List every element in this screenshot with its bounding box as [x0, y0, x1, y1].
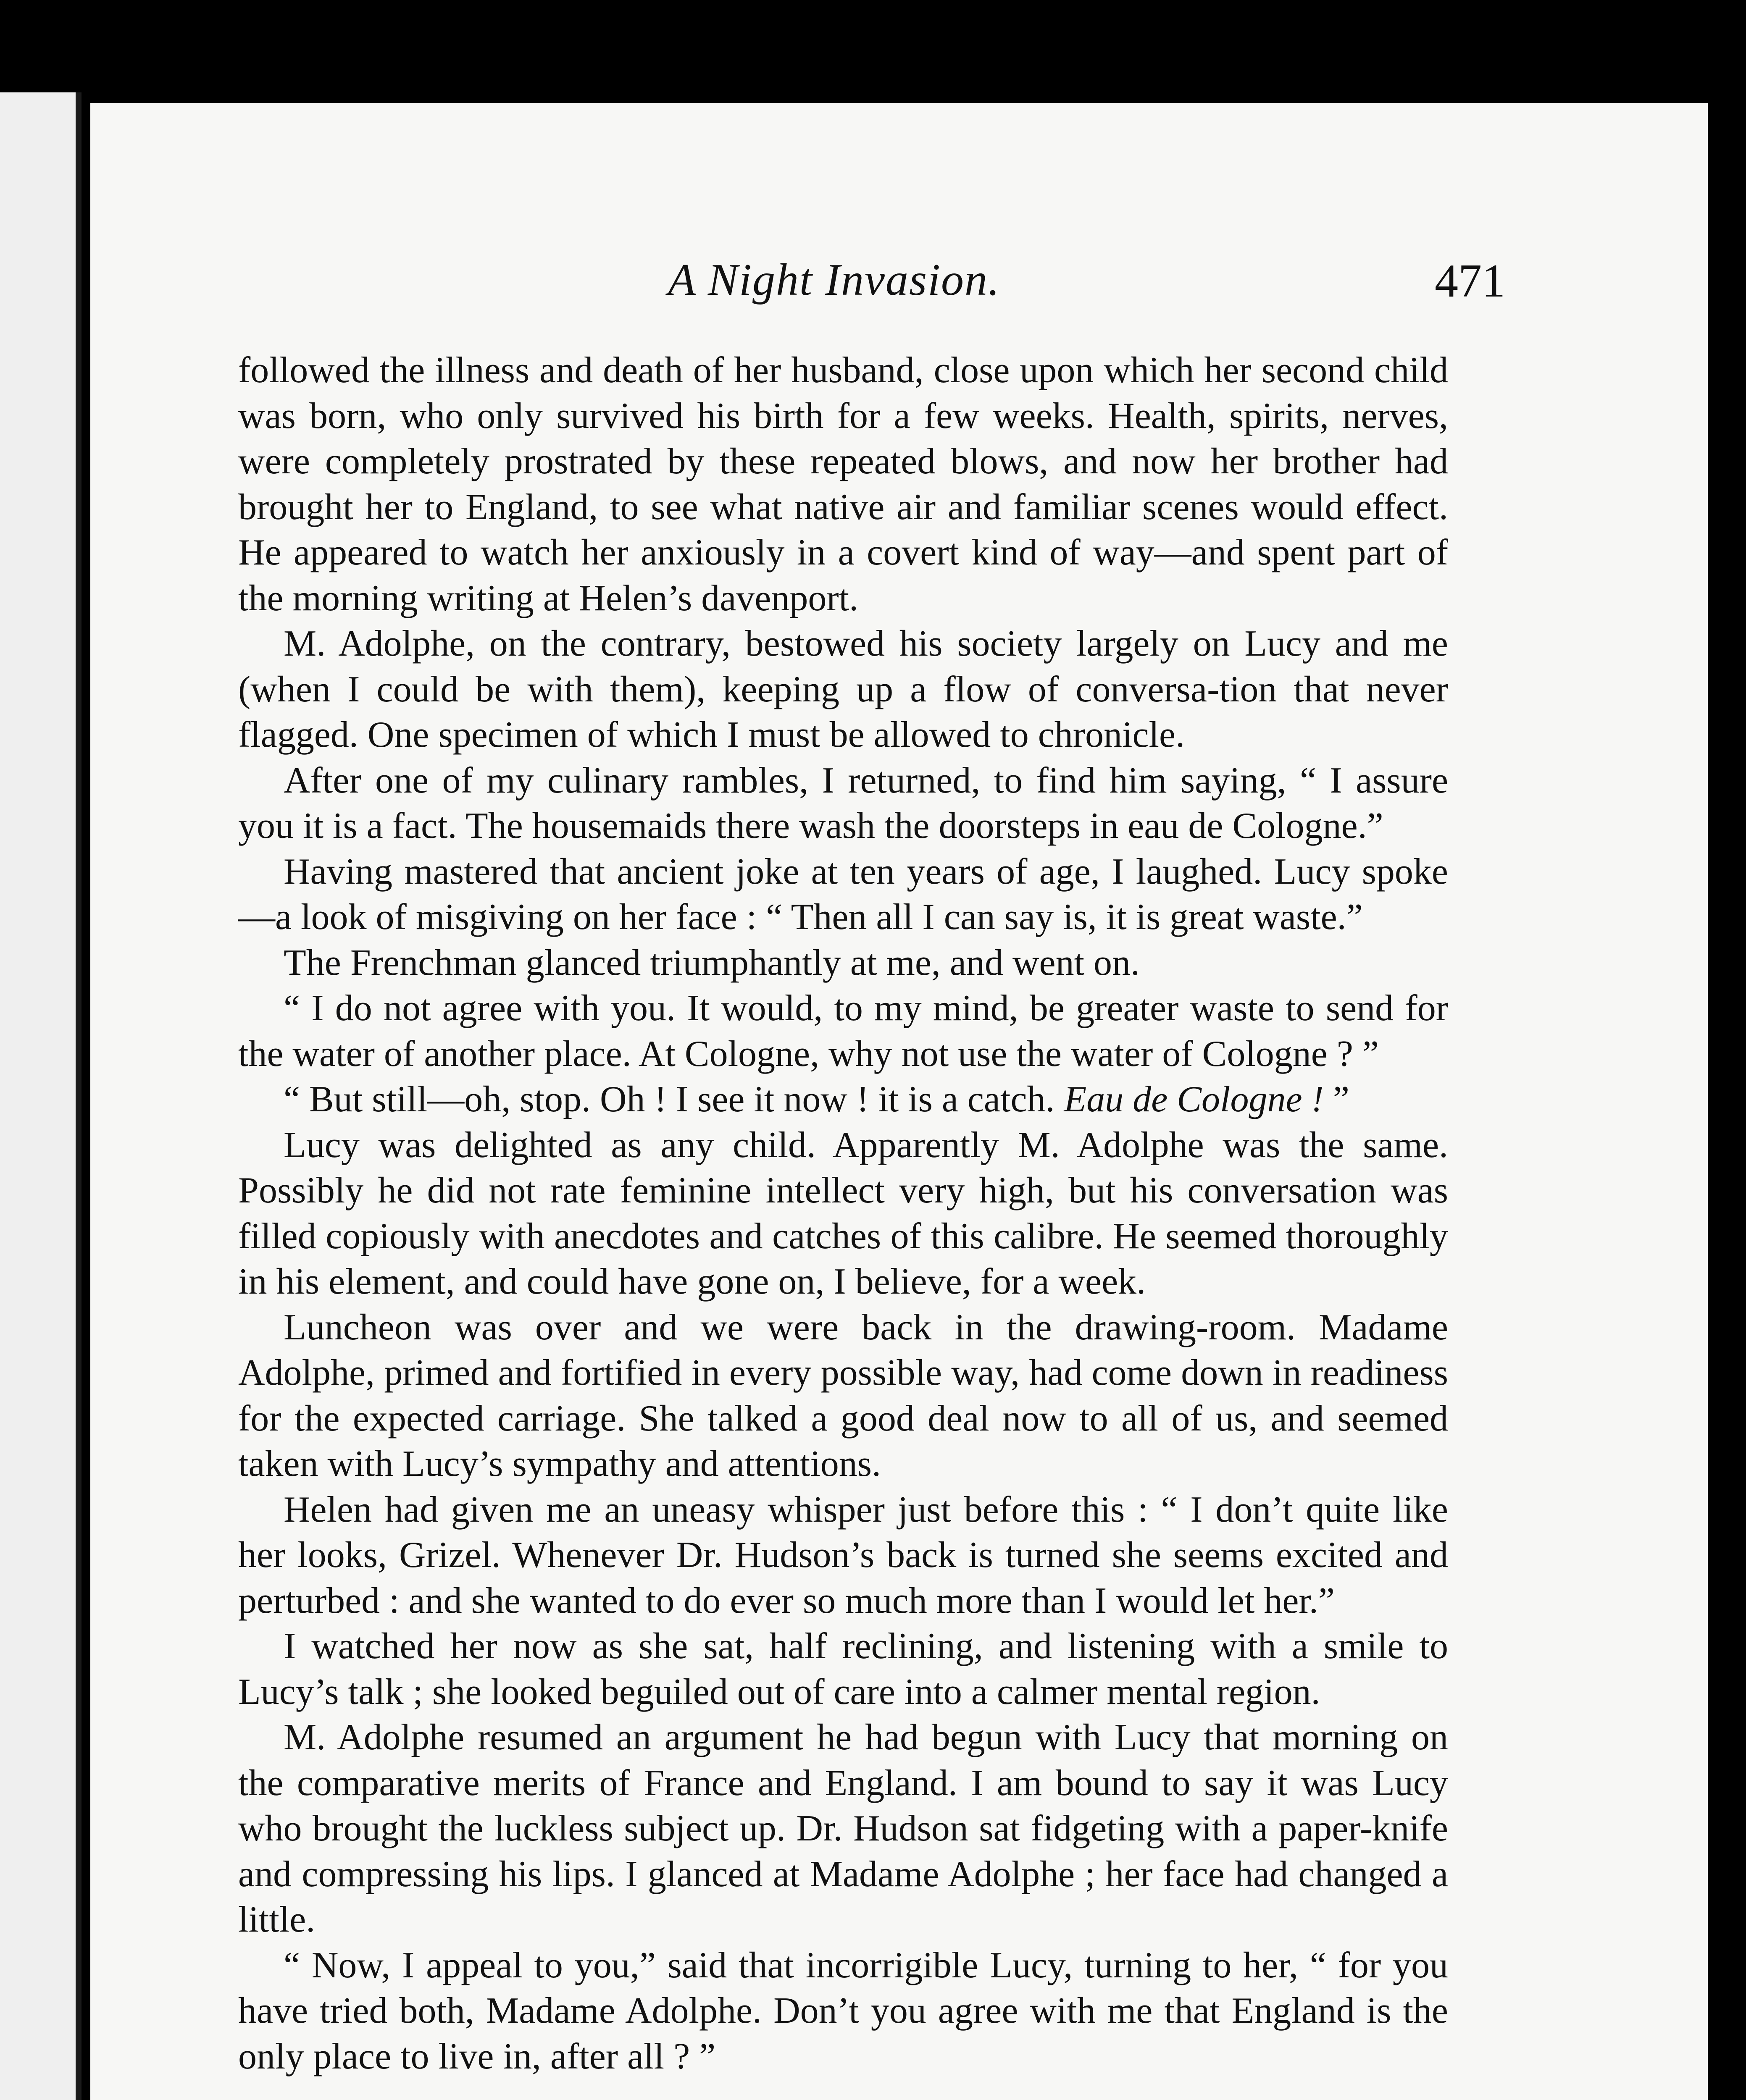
paragraph: followed the illness and death of her husband, close upon which her second child was born, who only survived his birth for a few weeks. Health, spirits, nerves, were completely prostrated by these repeated blows, and now her brother had brought her to England, to see what native air and familiar scenes would effect. He appeared to watch her anxiously in a covert kind of way—and spent part of the morning writing at Helen’s davenport. — [238, 350, 1448, 619]
page-number: 471 — [1435, 255, 1505, 307]
paragraph: Helen had given me an uneasy whisper just before this : “ I don’t quite like her looks, Grizel. Whenever Dr. Hudson’s back is turned she seems excited and perturbed : and she wanted to do ever so much more than I would let her.” — [238, 1489, 1448, 1621]
running-title: A Night Invasion. — [668, 255, 1001, 305]
paragraph: M. Adolphe, on the contrary, bestowed his society largely on Lucy and me (when I could be with them), keeping up a flow of conversa-tion that never flagged. One specimen of which I must be allowed to chronicle. — [238, 623, 1448, 755]
paragraph: I watched her now as she sat, half reclining, and listening with a smile to Lucy’s talk ; she looked beguiled out of care into a calmer mental region. — [238, 1626, 1448, 1712]
paragraph: Luncheon was over and we were back in the drawing-room. Madame Adolphe, primed and fortified in every possible way, had come down in readiness for the expected carriage. She talked a good deal now to all of us, and seemed taken with Lucy’s sympathy and attentions. — [238, 1307, 1448, 1484]
paragraph: The Frenchman glanced triumphantly at me, and went on. — [284, 942, 1140, 983]
paragraph — [238, 1077, 1448, 1123]
paragraph: After one of my culinary rambles, I returned, to find him saying, “ I assure you it is a fact. The housemaids there wash the doorsteps in eau de Cologne.” — [238, 760, 1448, 846]
running-head — [90, 158, 1708, 307]
paragraph: “ I do not agree with you. It would, to my mind, be greater waste to send for the water of another place. At Cologne, why not use the water of Cologne ? ” — [238, 988, 1448, 1074]
body-text — [238, 348, 1448, 2079]
paragraph: Having mastered that ancient joke at ten years of age, I laughed. Lucy spoke—a look of misgiving on her face : “ Then all I can say is, it is great waste.” — [238, 851, 1448, 937]
paragraph: Lucy was delighted as any child. Apparently M. Adolphe was the same. Possibly he did not rate feminine intellect very high, but his conversation was filled copiously with anecdotes and catches of this calibre. He seemed thoroughly in his element, and could have gone on, I believe, for a week. — [238, 1124, 1448, 1302]
paragraph-tail: ” — [1323, 1079, 1349, 1120]
paragraph-text: “ But still—oh, stop. Oh ! I see it now ! it is a catch. — [284, 1079, 1055, 1120]
paragraph: M. Adolphe resumed an argument he had begun with Lucy that morning on the comparative merits of France and England. I am bound to say it was Lucy who brought the luckless subject up. Dr. Hudson sat fidgeting with a paper-knife and compressing his lips. I glanced at Madame Adolphe ; her face had changed a little. — [238, 1717, 1448, 1940]
left-page-edge — [0, 92, 82, 2100]
paragraph: “ Now, I appeal to you,” said that incorrigible Lucy, turning to her, “ for you have tried both, Madame Adolphe. Don’t you agree with me that England is the only place to live in, after all ? ” — [238, 1945, 1448, 2077]
italic-phrase: Eau de Cologne ! — [1064, 1079, 1324, 1120]
